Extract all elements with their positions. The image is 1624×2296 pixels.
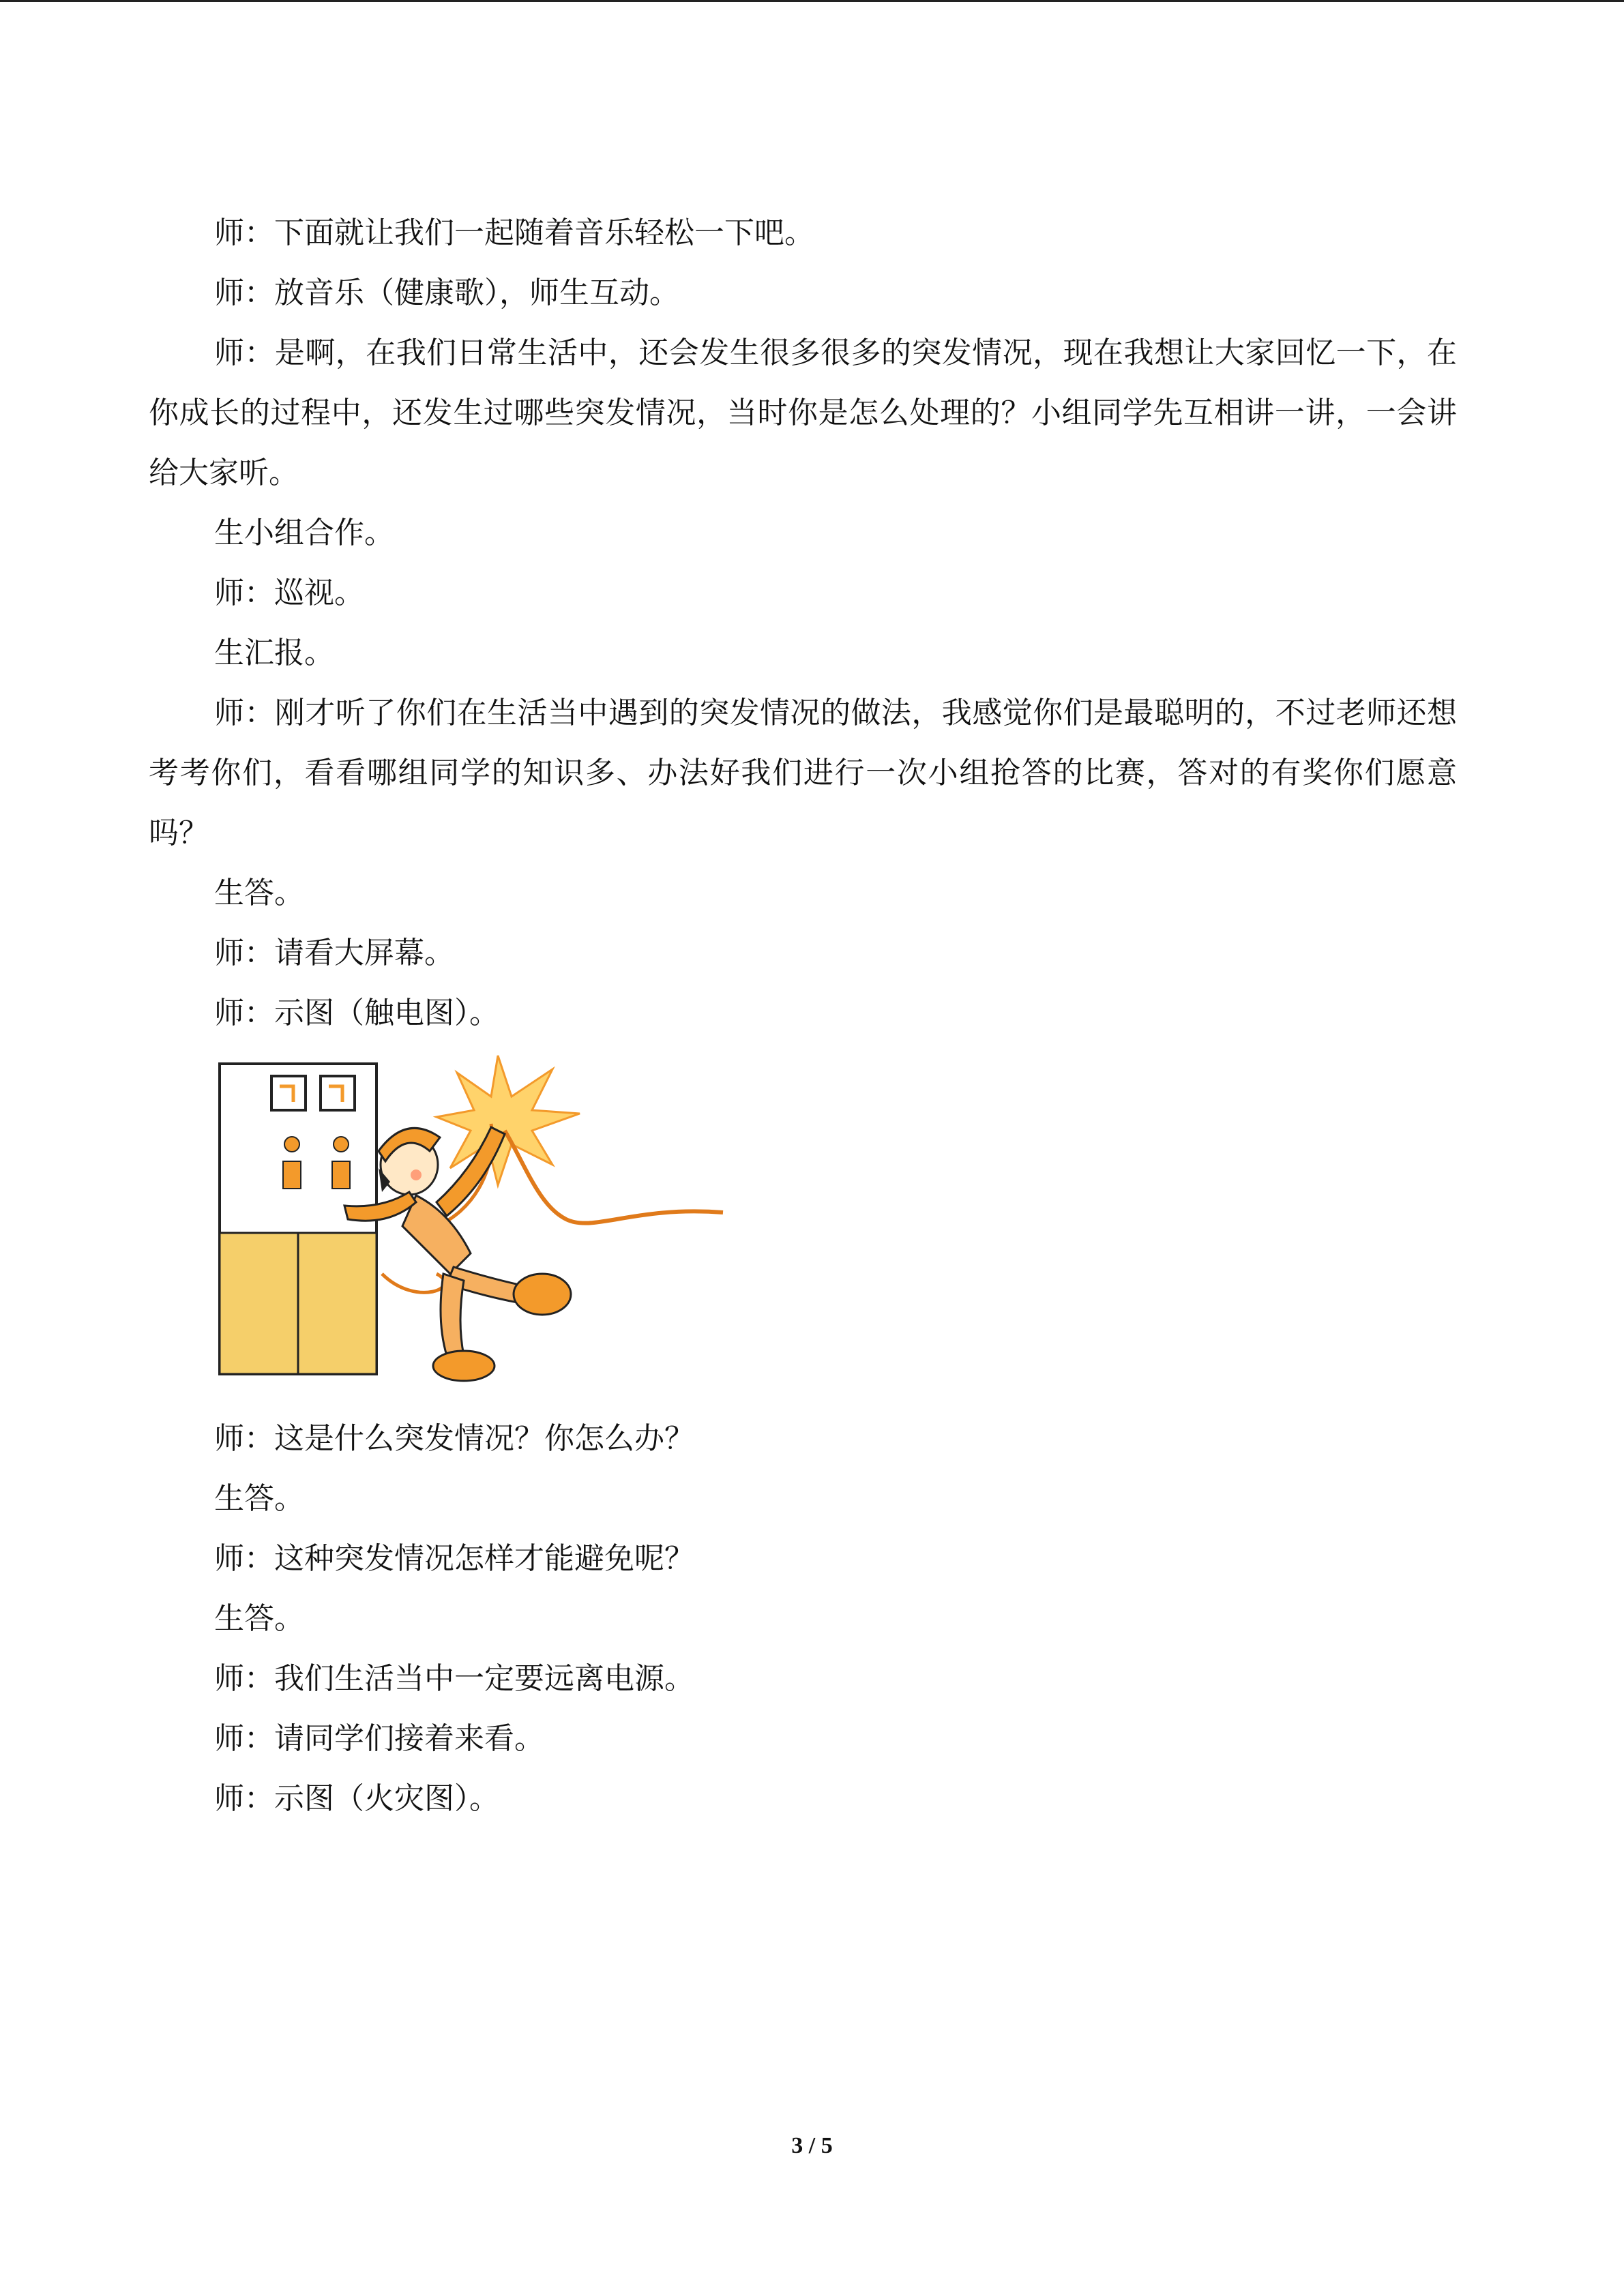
meter-right [321, 1076, 355, 1110]
paragraph: 师：是啊，在我们日常生活中，还会发生很多很多的突发情况，现在我想让大家回忆一下，在你成长的过程中，还发生过哪些突发情况，当时你是怎么处理的？小组同学先互相讲一讲，一会讲给大家听。 [149, 336, 1457, 490]
paragraph: 师：我们生活当中一定要远离电源。 [214, 1661, 694, 1696]
paragraph: 生汇报。 [214, 636, 334, 670]
worker-body [402, 1195, 471, 1274]
paragraph: 师：下面就让我们一起随着音乐轻松一下吧。 [214, 215, 814, 250]
paragraph: 师：示图（火灾图）。 [214, 1781, 499, 1816]
paragraph: 师：请同学们接着来看。 [214, 1721, 544, 1756]
spark-icon [437, 1056, 580, 1185]
page-number: 3 / 5 [791, 2133, 833, 2158]
paragraph: 师：刚才听了你们在生活当中遇到的突发情况的做法，我感觉你们是最聪明的，不过老师还想考考你们，看看哪组同学的知识多、办法好我们进行一次小组抢答的比赛，答对的有奖你们愿意吗？ [149, 696, 1457, 850]
paragraph: 生答。 [214, 1601, 304, 1636]
paragraph: 师：巡视。 [214, 576, 364, 610]
electric-shock-illustration [211, 1049, 730, 1383]
paragraph: 师：这种突发情况怎样才能避免呢？ [214, 1541, 694, 1576]
paragraph: 生答。 [214, 1481, 304, 1516]
electric-shock-icon [211, 1049, 730, 1383]
paragraph: 生答。 [214, 876, 304, 910]
paragraph: 师：示图（触电图）。 [214, 996, 499, 1030]
worker-leg-left [441, 1274, 464, 1356]
top-border-line [0, 0, 1624, 2]
boot-right [514, 1274, 571, 1315]
paragraph: 师：放音乐（健康歌），师生互动。 [214, 275, 679, 310]
meter-left [271, 1076, 306, 1110]
paragraph: 师：请看大屏幕。 [214, 936, 454, 970]
paragraph: 生小组合作。 [214, 516, 394, 550]
boot-left [433, 1351, 494, 1381]
paragraph: 师：这是什么突发情况？你怎么办？ [214, 1421, 694, 1456]
